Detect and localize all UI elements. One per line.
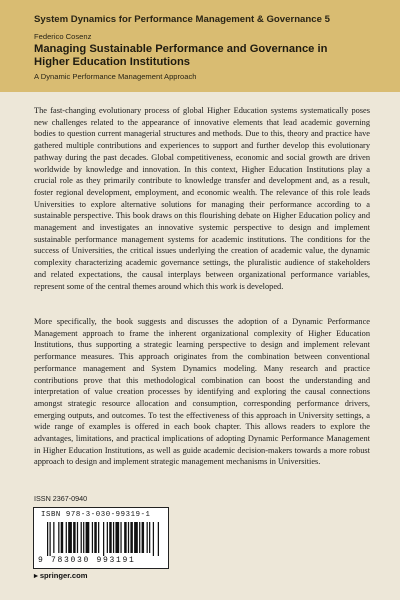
author-name: Federico Cosenz bbox=[34, 32, 92, 41]
issn-number: ISSN 2367-0940 bbox=[34, 494, 88, 503]
arrow-icon: ▸ bbox=[34, 571, 38, 580]
barcode-bars bbox=[47, 522, 159, 556]
publisher-url-text: springer.com bbox=[39, 571, 88, 580]
book-title: Managing Sustainable Performance and Governance in Higher Education Institutions bbox=[34, 43, 328, 68]
barcode-digits: 9 783030 993191 bbox=[38, 556, 136, 565]
isbn-label: ISBN 978-3-030-99319-1 bbox=[41, 511, 151, 519]
series-title: System Dynamics for Performance Management & Governance 5 bbox=[34, 14, 330, 25]
publisher-url bbox=[34, 571, 88, 580]
blurb-paragraph-1: The fast-changing evolutionary process of global Higher Education systems systematically poses new challenges related to the appearance of innovative elements that lead academic governing bodies to question current managerial structures and methods. Due to this, theory and practice have gathered multiple contributions and experiences to support and further develop this evolutionary pathway during the past decades. Global competitiveness, economic and social growth are driven worldwide by knowledge and innovation. In this context, Higher Education Institutions play a crucial role as they primarily contribute to knowledge transfer and development and, as a result, foster regional development, employment, and economic wealth. The relevance of this role leads Universities to explore alternative solutions for managing their performance according to a sustainable perspective. This book draws on this flourishing debate on Higher Education policy and management and investigates an innovative systemic perspective to design and implement sustainable performance management systems for academic institutions. The conditions for the success of Universities, the critical issues underlying the creation of academic value, the dynamic complexity characterizing academic governance settings, the pluralistic audience of stakeholders and related expectations, the causal interplays between organizational performance variables, represent some of the central themes around which this work is developed. bbox=[34, 106, 370, 291]
isbn-barcode bbox=[33, 507, 169, 569]
book-subtitle: A Dynamic Performance Management Approach bbox=[34, 72, 197, 81]
header-band bbox=[0, 0, 400, 92]
blurb-paragraph-2: More specifically, the book suggests and discusses the adoption of a Dynamic Performance Management approach to frame the inherent organizational complexity of Higher Education Institutions, thus supporting a strategic learning perspective to design and implement relevant performance measures. This approach originates from the combination between conventional performance management and System Dynamics modeling. Many research and practice contributions prove that this methodological combination can boost the understanding and interpretation of value creation processes by identifying and exploring the causal connections amongst strategic resource allocation and consumption, corresponding performance drivers, emerging outputs, and outcomes. To test the effectiveness of this approach in University settings, a wide range of examples is offered in each book chapter. This allows readers to explore the advantages, limitations, and practical implications of adopting Dynamic Performance Management in Higher Education Institutions, as well as guide academic decision-makers towards a more robust approach to design and implement strategic management mechanisms in Universities. bbox=[34, 317, 370, 467]
